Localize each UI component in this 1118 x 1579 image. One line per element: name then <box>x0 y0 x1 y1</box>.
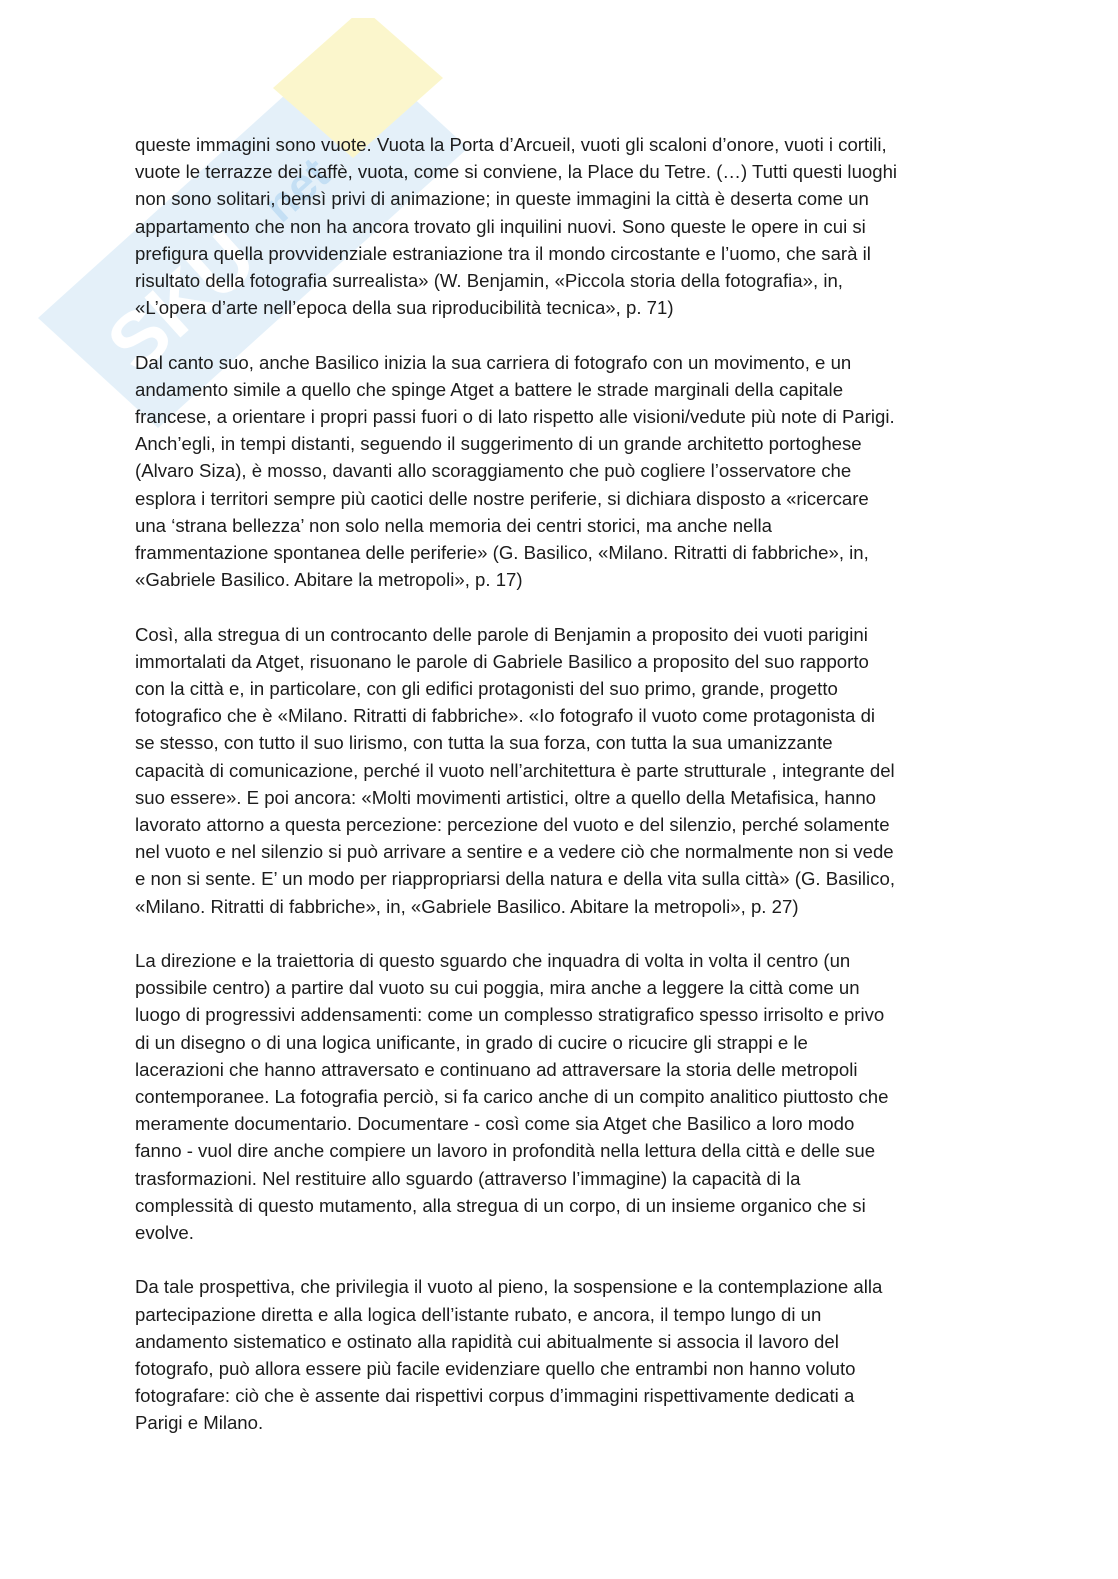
paragraph-4: La direzione e la traiettoria di questo sguardo che inquadra di volta in volta il centro (un possibile centro) a partire dal vuoto su cui poggia, mira anche a leggere la città come un luogo di progressivi addensamenti: come un complesso stratigrafico spesso irrisolto e privo di un disegno o di una logica unificante, in grado di cucire o ricucire gli strappi e le lacerazioni che hanno attraversato e continuano ad attraversare la storia delle metropoli contemporanee. La fotografia perciò, si fa carico anche di un compito analitico piuttosto che meramente documentario. Documentare - così come sia Atget che Basilico a loro modo fanno - vuol dire anche compiere un lavoro in profondità nella lettura della città e delle sue trasformazioni. Nel restituire allo sguardo (attraverso l’immagine) la capacità di la complessità di questo mutamento, alla stregua di un corpo, di un insieme organico che si evolve. <box>135 950 889 1244</box>
paragraph-3: Così, alla stregua di un controcanto delle parole di Benjamin a proposito dei vuoti parigini immortalati da Atget, risuonano le parole di Gabriele Basilico a proposito del suo rapporto con la città e, in particolare, con gli edifici protagonisti del suo primo, grande, progetto fotografico che è «Milano. Ritratti di fabbriche». «Io fotografo il vuoto come protagonista di se stesso, con tutto il suo lirismo, con tutta la sua forza, con tutta la sua umanizzante capacità di comunicazione, perché il vuoto nell’architettura è parte strutturale , integrante del suo essere». E poi ancora: «Molti movimenti artistici, oltre a quello della Metafisica, hanno lavorato attorno a questa percezione: percezione del vuoto e del silenzio, perché solamente nel vuoto e nel silenzio si può arrivare a sentire e a vedere ciò che normalmente non si vede e non si sente. E’ un modo per riappropriarsi della natura e della vita sulla città» (G. Basilico, «Milano. Ritratti di fabbriche», in, «Gabriele Basilico. Abitare la metropoli», p. 27) <box>135 623 895 917</box>
watermark-text: SKU <box>90 212 272 389</box>
paragraph-2: Dal canto suo, anche Basilico inizia la sua carriera di fotografo con un movimento, e un andamento simile a quello che spinge Atget a battere le strade marginali della capitale francese, a orientare i propri passi fuori o di lato rispetto alle visioni/vedute più note di Parigi. Anch’egli, in tempi distanti, seguendo il suggerimento di un grande architetto portoghese (Alvaro Siza), è mosso, davanti allo scoraggiamento che può cogliere l’osservatore che esplora i territori sempre più caotici delle nostre periferie, si dichiara disposto a «ricercare una ‘strana bellezza’ non solo nella memoria dei centri storici, ma anche nella frammentazione spontanea delle periferie» (G. Basilico, «Milano. Ritratti di fabbriche», in, «Gabriele Basilico. Abitare la metropoli», p. 17) <box>135 351 895 591</box>
paragraph-5: Da tale prospettiva, che privilegia il vuoto al pieno, la sospensione e la contemplazione alla partecipazione diretta e alla logica dell’istante rubato, e ancora, il tempo lungo di un andamento sistematico e ostinato alla rapidità cui abitualmente si associa il lavoro del fotografo, può allora essere più facile evidenziare quello che entrambi non hanno voluto fotografare: ciò che è assente dai rispettivi corpus d’immagini rispettivamente dedicati a Parigi e Milano. <box>135 1276 883 1434</box>
paragraph-1: queste immagini sono vuote. Vuota la Porta d’Arcueil, vuoti gli scaloni d’onore, vuoti i cortili, vuote le terrazze dei caffè, vuota, come si conviene, la Place du Tetre. (…) Tutti questi luoghi non sono solitari, bensì privi di animazione; in queste immagini la città è deserta come un appartamento che non ha ancora trovato gli inquilini nuovi. Sono queste le opere in cui si prefigura quella provvidenziale estraniazione tra il mondo circostante e l’uomo, che sarà il risultato della fotografia surrealista» (W. Benjamin, «Piccola storia della fotografia», in, «L’opera d’arte nell’epoca della sua riproducibilità tecnica», p. 71) <box>135 134 898 319</box>
watermark-net-text: net <box>253 147 340 232</box>
document-body <box>135 131 985 1464</box>
